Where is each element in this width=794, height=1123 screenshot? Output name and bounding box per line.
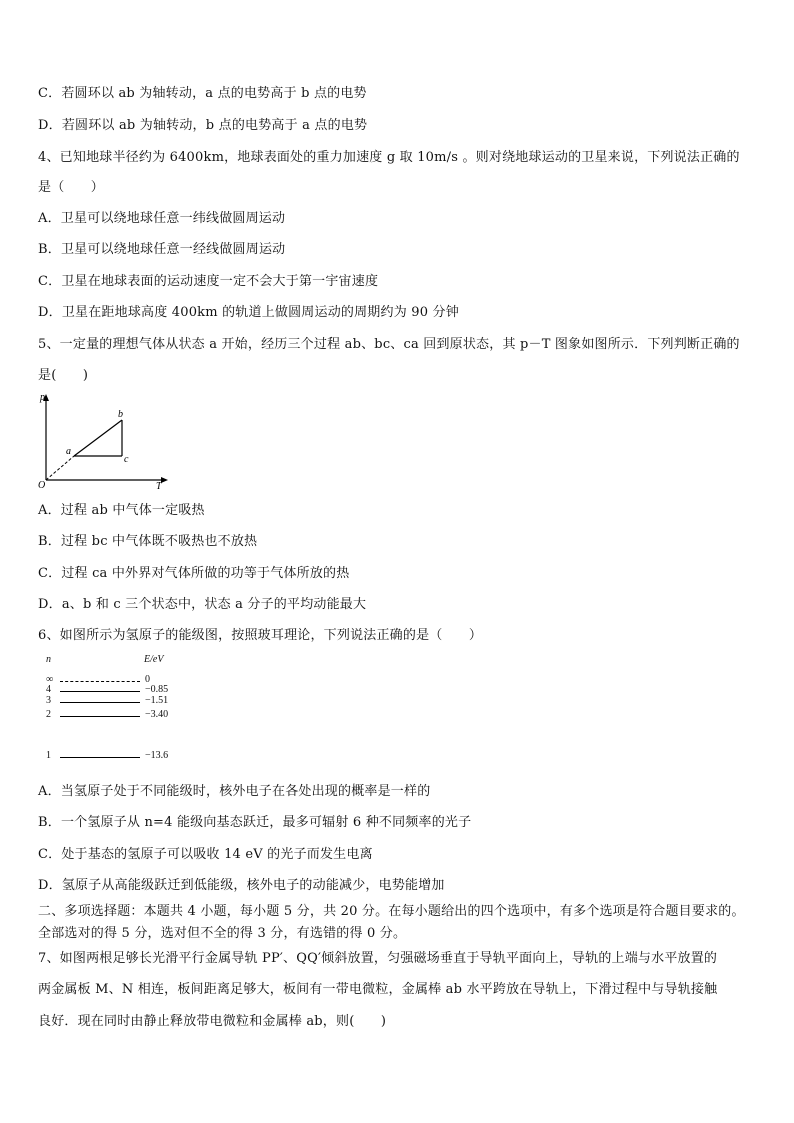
level-inf-e: 0 [145,674,150,685]
option-d-q4: D．卫星在距地球高度 400km 的轨道上做圆周运动的周期约为 90 分钟 [38,305,459,320]
point-a-label: a [66,446,71,457]
process-ab [74,420,122,456]
option-c-q5: C．过程 ca 中外界对气体所做的功等于气体所放的热 [38,566,350,581]
section-2-heading-cont: 全部选对的得 5 分，选对但不全的得 3 分，有选错的得 0 分。 [38,926,407,941]
level-inf-n: ∞ [46,674,54,685]
point-b-label: b [118,409,123,420]
option-d-q5: D．a、b 和 c 三个状态中，状态 a 分子的平均动能最大 [38,597,367,612]
question-6-stem: 6、如图所示为氢原子的能级图，按照玻耳理论，下列说法正确的是（ ） [38,628,483,643]
option-a-q5: A．过程 ab 中气体一定吸热 [38,503,205,518]
question-7-stem-cont1: 两金属板 M、N 相连，板间距离足够大，板间有一带电微粒，金属棒 ab 水平跨放在导轨上，下滑过程中与导轨接触 [38,982,718,997]
level-4-n: 4 [46,684,51,695]
option-c-q6: C．处于基态的氢原子可以吸收 14 eV 的光子而发生电离 [38,847,373,862]
section-2-heading: 二、多项选择题：本题共 4 小题，每小题 5 分，共 20 分。在每小题给出的四个选项中，有多个选项是符合题目要求的。 [38,904,745,919]
level-1-line [60,757,140,758]
level-2-n: 2 [46,709,51,720]
level-3-n: 3 [46,695,51,706]
level-3-e: −1.51 [145,695,169,706]
pt-graph [36,392,176,490]
level-4-e: −0.85 [145,684,169,695]
level-2-line [60,716,140,717]
level-inf-line [60,681,140,682]
origin-label: O [38,480,46,490]
n-header: n [46,654,51,665]
option-d-q3: D．若圆环以 ab 为轴转动，b 点的电势高于 a 点的电势 [38,118,368,133]
t-axis-arrow [161,477,168,483]
energy-level-diagram [44,654,204,766]
question-5-stem: 5、一定量的理想气体从状态 a 开始，经历三个过程 ab、bc、ca 回到原状态，其 p－T 图象如图所示．下列判断正确的 [38,337,740,352]
level-1-n: 1 [46,750,51,761]
option-a-q4: A．卫星可以绕地球任意一纬线做圆周运动 [38,211,286,226]
level-1-e: −13.6 [145,750,169,761]
e-header: E/eV [144,654,164,665]
option-a-q6: A．当氢原子处于不同能级时，核外电子在各处出现的概率是一样的 [38,784,431,799]
level-2-e: −3.40 [145,709,169,720]
level-3-line [60,702,140,703]
question-4-stem-cont: 是（ ） [38,180,105,195]
question-4-stem: 4、已知地球半径约为 6400km，地球表面处的重力加速度 g 取 10m/s 。则对绕地球运动的卫星来说，下列说法正确的 [38,150,740,165]
dashed-extension [46,456,74,480]
option-b-q5: B．过程 bc 中气体既不吸热也不放热 [38,534,258,549]
point-c-label: c [124,454,129,465]
t-label: T [156,481,162,490]
option-b-q4: B．卫星可以绕地球任意一经线做圆周运动 [38,242,286,257]
level-4-line [60,691,140,692]
question-7-stem: 7、如图两根足够长光滑平行金属导轨 PP′、QQ′倾斜放置，匀强磁场垂直于导轨平面向上，导轨的上端与水平放置的 [38,951,718,966]
option-c-q4: C．卫星在地球表面的运动速度一定不会大于第一宇宙速度 [38,274,379,289]
option-d-q6: D．氢原子从高能级跃迁到低能级，核外电子的动能减少，电势能增加 [38,878,445,893]
option-b-q6: B．一个氢原子从 n=4 能级向基态跃迁，最多可辐射 6 种不同频率的光子 [38,815,472,830]
p-label: p [40,392,45,403]
option-c-q3: C．若圆环以 ab 为轴转动，a 点的电势高于 b 点的电势 [38,86,367,101]
question-5-stem-cont: 是( ) [38,368,89,383]
question-7-stem-cont2: 良好．现在同时由静止释放带电微粒和金属棒 ab，则( ) [38,1014,387,1029]
